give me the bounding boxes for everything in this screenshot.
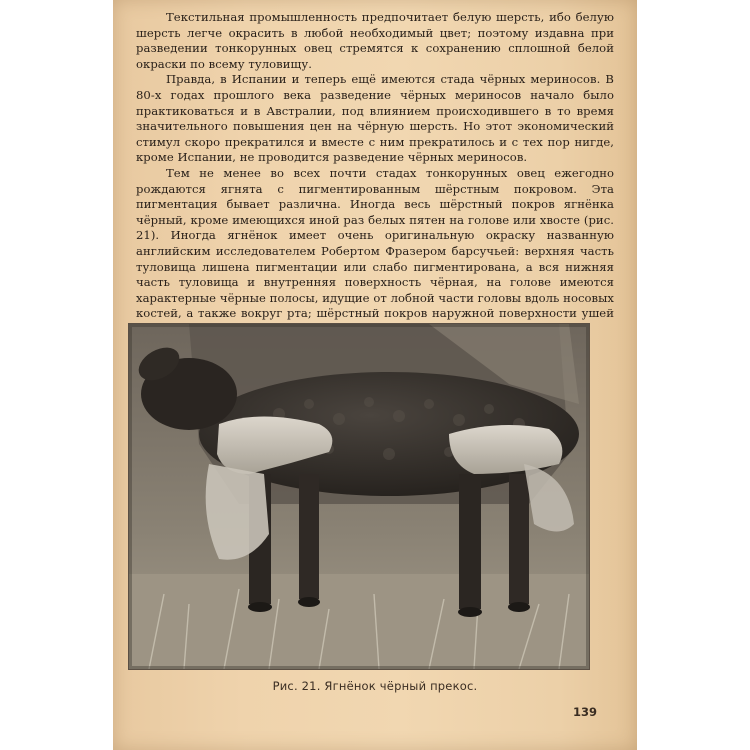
paragraph-1: Текстильная промышленность предпочитает белую шерсть, ибо белую шерсть легче окрасить в любой необходимый цвет; поэтому издавна при разведении тонкорунных овец стремятся к сохранению сплошной белой окраски по всему туловищу. — [136, 10, 614, 71]
body-text — [136, 10, 614, 337]
lamb-photo — [128, 323, 590, 670]
page-number: 139 — [573, 705, 598, 719]
paragraph-2: Правда, в Испании и теперь ещё имеются стада чёрных мериносов. В 80-х годах прошлого века разведение чёрных мериносов начало было практиковаться и в Австралии, под влиянием происходившего в то время значительного повышения цен на чёрную шерсть. Но этот экономический стимул скоро прекратился и вместе с ним прекратилось и с тех пор нигде, кроме Испании, не проводится разведение чёрных мериносов. — [136, 72, 614, 165]
lamb-photo-illustration — [129, 324, 589, 669]
paragraph-3: Тем не менее во всех почти стадах тонкорунных овец ежегодно рождаются ягнята с пигментированным шёрстным покровом. Эта пигментация бывает различна. Иногда весь шёрстный покров ягнёнка чёрный, кроме имеющихся иной раз белых пятен на голове или хвосте (рис. 21). Иногда ягнёнок имеет очень оригинальную окраску названную английским исследователем Робертом Фразером барсучьей: верхняя часть туловища лишена пигментации или слабо пигментирована, а вся нижняя часть туловища и внутренняя поверхность чёрная, на голове имеются характерные чёрные полосы, идущие от лобной части головы вдоль носовых костей, а также вокруг рта; шёрстный покров наружной поверхности ушей — [136, 165, 614, 321]
book-page — [113, 0, 637, 750]
figure-caption: Рис. 21. Ягнёнок чёрный прекос. — [272, 679, 478, 693]
